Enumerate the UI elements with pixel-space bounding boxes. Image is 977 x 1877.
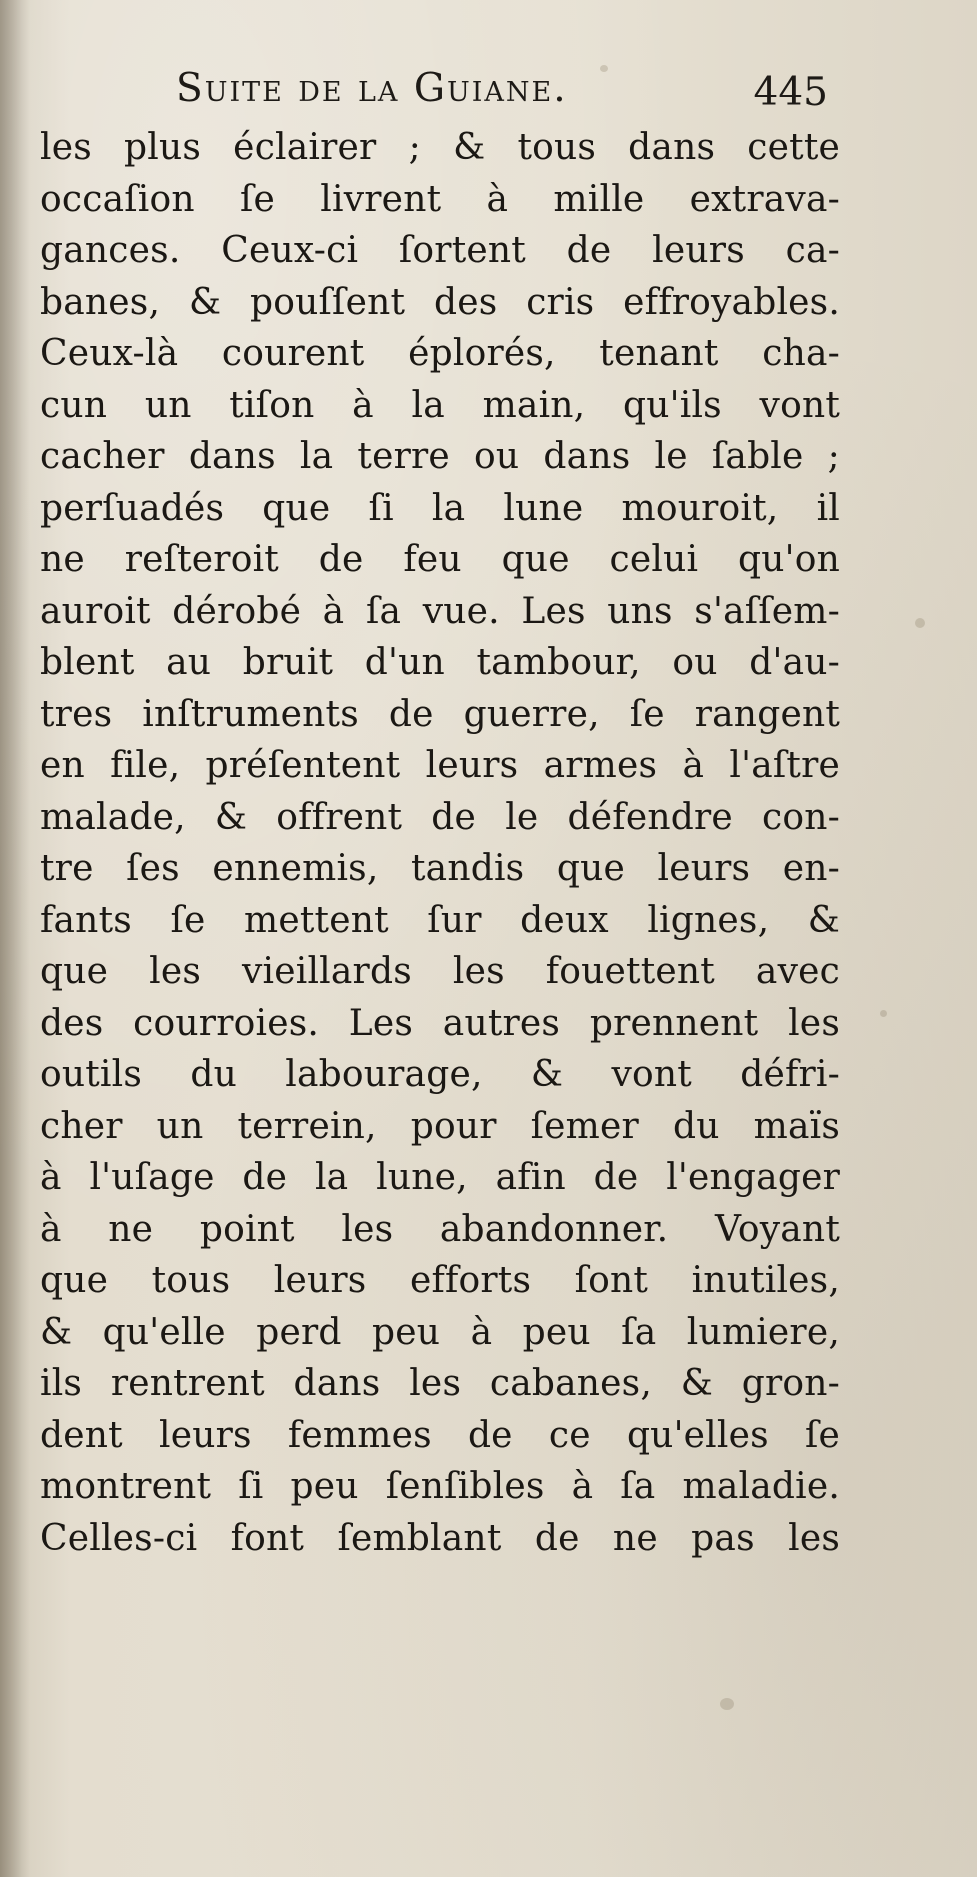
text-line: blent au bruit d'un tambour, ou d'au- bbox=[40, 642, 840, 683]
text-line: ne reſteroit de feu que celui qu'on bbox=[40, 539, 840, 580]
text-line: tre ſes ennemis, tandis que leurs en- bbox=[40, 848, 840, 889]
text-line: à ne point les abandonner. Voyant bbox=[40, 1208, 840, 1250]
text-line: que les vieillards les fouettent avec bbox=[40, 951, 840, 992]
text-line: gances. Ceux-ci ſortent de leurs ca- bbox=[40, 230, 840, 271]
paper-spot bbox=[915, 618, 925, 628]
text-line: Ceux-là courent éplorés, tenant cha- bbox=[40, 333, 840, 374]
text-line: cacher dans la terre ou dans le ſable ; bbox=[40, 436, 840, 477]
text-line: des courroies. Les autres prennent les bbox=[40, 1002, 840, 1044]
text-line: cun un tiſon à la main, qu'ils vont bbox=[40, 384, 840, 426]
text-line: malade, & offrent de le défendre con- bbox=[40, 796, 840, 838]
text-line: en file, préſentent leurs armes à l'aſtre bbox=[40, 745, 840, 786]
text-line: auroit dérobé à ſa vue. Les uns s'aſſem- bbox=[40, 590, 840, 632]
text-line: à l'uſage de la lune, afin de l'engager bbox=[40, 1157, 840, 1198]
text-line: ils rentrent dans les cabanes, & gron- bbox=[40, 1363, 840, 1404]
text-line: dent leurs femmes de ce qu'elles ſe bbox=[40, 1414, 840, 1456]
text-line: cher un terrein, pour ſemer du maïs bbox=[40, 1105, 840, 1147]
text-line: Celles-ci font ſemblant de ne pas les bbox=[40, 1517, 840, 1559]
paper-spot bbox=[880, 1010, 887, 1017]
text-line: les plus éclairer ; & tous dans cette bbox=[40, 127, 840, 168]
text-line: tres inſtruments de guerre, ſe rangent bbox=[40, 693, 840, 735]
text-line: outils du labourage, & vont défri- bbox=[40, 1054, 840, 1095]
text-line: fants ſe mettent ſur deux lignes, & bbox=[40, 899, 840, 941]
paper-spot bbox=[720, 1698, 734, 1710]
page-number: 445 bbox=[753, 70, 828, 115]
text-line: perſuadés que ſi la lune mouroit, il bbox=[40, 487, 840, 529]
text-line: banes, & pouſſent des cris effroyables. bbox=[40, 281, 840, 323]
text-line: montrent ſi peu ſenſibles à ſa maladie. bbox=[40, 1466, 840, 1507]
body-text bbox=[40, 122, 840, 1564]
binding-shadow bbox=[0, 0, 30, 1877]
running-title: Suite de la Guiane. bbox=[176, 66, 568, 111]
text-line: occaſion ſe livrent à mille extrava- bbox=[40, 178, 840, 220]
text-line: que tous leurs efforts ſont inutiles, bbox=[40, 1260, 840, 1301]
text-line: & qu'elle perd peu à peu ſa lumiere, bbox=[40, 1311, 840, 1353]
page-header bbox=[176, 62, 836, 124]
